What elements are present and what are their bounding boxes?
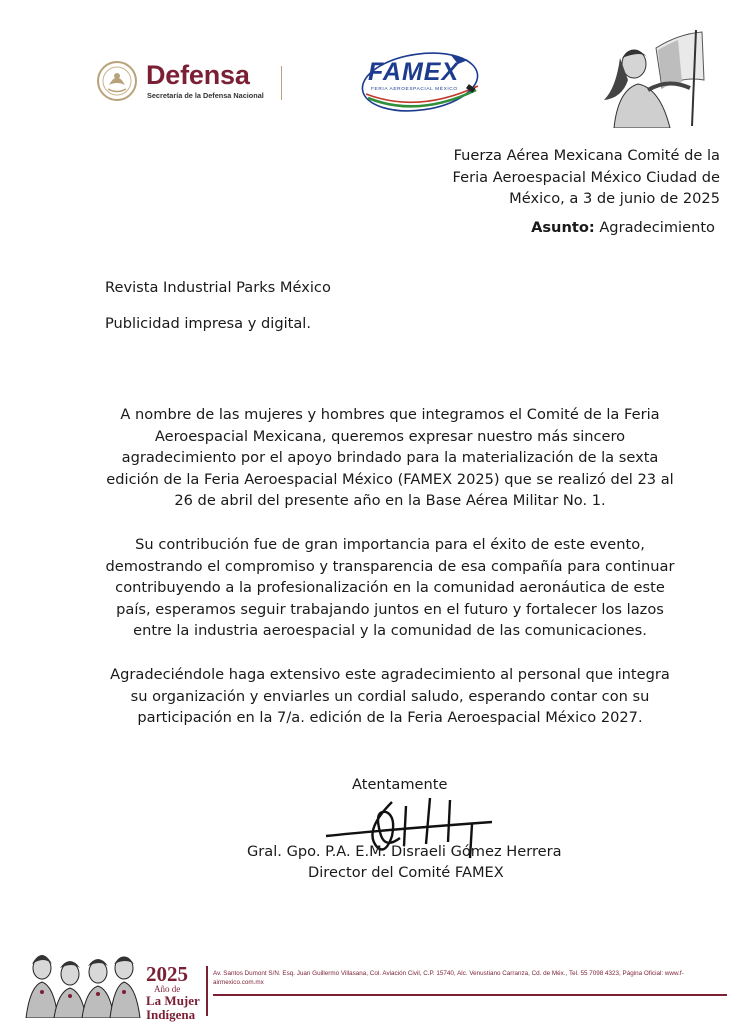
subject-line — [531, 219, 715, 236]
year-line: Año de — [154, 984, 181, 994]
body-paragraph: Su contribución fue de gran importancia para el éxito de este evento, demostrando el compromiso y transparencia de esa compañía para continuar contribuyendo a la profesionalización en la comunidad aeronáutica de este país, esperamos seguir trabajando juntos en el futuro y fortalecer los lazos entre la industria aeroespacial y la comunidad de las comunicaciones. — [105, 535, 675, 640]
logo-divider — [281, 66, 282, 100]
subject-label: Asunto: — [531, 219, 595, 236]
defensa-wordmark: Defensa — [146, 60, 250, 90]
letter-body — [100, 404, 680, 751]
body-paragraph: A nombre de las mujeres y hombres que integramos el Comité de la Feria Aeroespacial Mexicana, queremos expresar nuestro más sincero agradecimiento por el apoyo brindado para la materialización de la sexta edición de la Feria Aeroespacial México (FAMEX 2025) que se realizó del 23 al 26 de abril del presente año en la Base Aérea Militar No. 1. — [106, 406, 674, 510]
signer-name: Gral. Gpo. P.A. E.M. Disraeli Gómez Herrera — [247, 843, 562, 860]
famex-subtitle: FERIA AEROESPACIAL MÉXICO — [371, 87, 458, 92]
famex-logo — [358, 46, 490, 118]
year-of-indigenous-woman — [146, 964, 208, 1022]
recipient-description: Publicidad impresa y digital. — [105, 315, 312, 332]
recipient-name: Revista Industrial Parks México — [105, 279, 331, 296]
footer-rule — [213, 994, 727, 996]
signer-title: Director del Comité FAMEX — [308, 864, 504, 881]
defensa-subtitle: Secretaría de la Defensa Nacional — [147, 91, 264, 100]
sender-block — [420, 145, 720, 210]
recipient-block — [105, 278, 331, 350]
footer-address: Av. Santos Dumont S/N. Esq. Juan Guillermo Villasana, Col. Aviación Civil, C.P. 15740, Alc. Venustiano Carranza, Cd. de Méx., Tel. 55 7098 4323, Página Oficial: www.f-airmexico.com.mx — [213, 970, 684, 986]
year-line: La Mujer — [146, 993, 200, 1008]
footer-divider — [206, 966, 208, 1016]
year-line: Indígena — [146, 1007, 196, 1022]
indigenous-women-illustration — [22, 946, 144, 1018]
body-paragraph: Agradeciéndole haga extensivo este agradecimiento al personal que integra su organización y enviarles un cordial saludo, esperando contar con su participación en la 7/a. edición de la Feria Aeroespacial México 2027. — [110, 665, 670, 727]
national-seal-icon — [96, 60, 138, 102]
subject-value: Agradecimiento — [599, 219, 715, 236]
sender-line: México, a 3 de junio de 2025 — [509, 190, 720, 207]
sender-line: Fuerza Aérea Mexicana Comité de la — [453, 147, 720, 164]
woman-with-flag-illustration — [598, 28, 710, 128]
famex-wordmark: FAMEX — [368, 58, 460, 86]
closing-salutation: Atentamente — [352, 776, 448, 793]
defensa-logo — [96, 58, 286, 108]
year-number: 2025 — [146, 962, 188, 986]
sender-line: Feria Aeroespacial México Ciudad de — [452, 168, 720, 186]
